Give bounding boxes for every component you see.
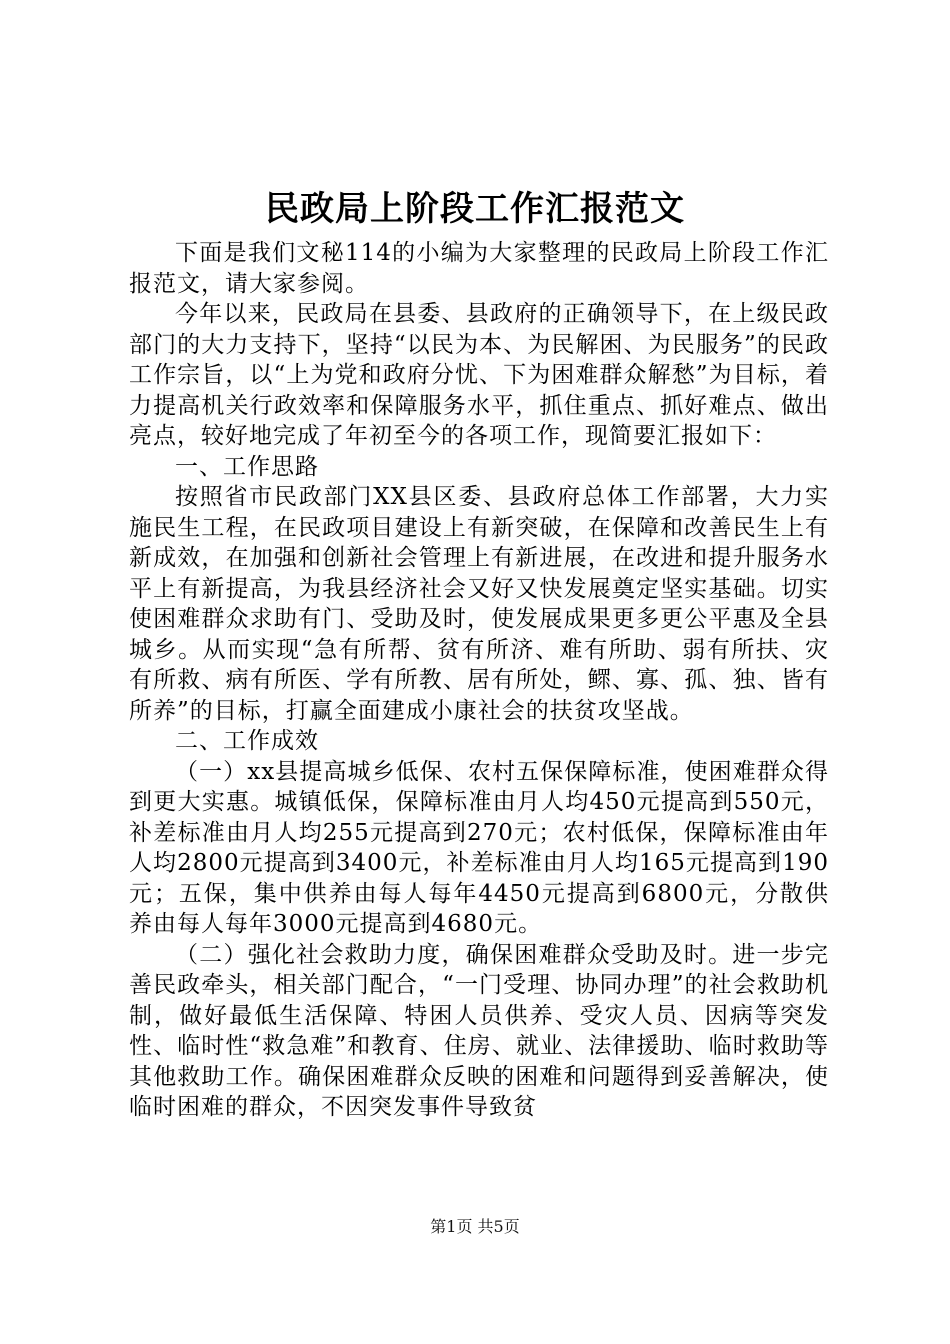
section-heading-work-results: 二、工作成效 bbox=[175, 728, 319, 754]
document-body bbox=[129, 238, 829, 1123]
page-footer: 第1页 共5页 bbox=[430, 1217, 520, 1236]
document-title: 民政局上阶段工作汇报范文 bbox=[265, 189, 685, 229]
paragraph-result-2: （二）强化社会救助力度，确保困难群众受助及时。进一步完善民政牵头，相关部门配合，“一门受理、协同办理”的社会救助机制，做好最低生活保障、特困人员供养、受灾人员、因病等突发性、临时性“救急难”和教育、住房、就业、法律援助、临时救助等其他救助工作。确保困难群众反映的困难和问题得到妥善解决，使临时困难的群众，不因突发事件导致贫 bbox=[129, 941, 829, 1120]
paragraph-intro: 下面是我们文秘114的小编为大家整理的民政局上阶段工作汇报范文，请大家参阅。 bbox=[129, 240, 829, 297]
paragraph-overview: 今年以来，民政局在县委、县政府的正确领导下，在上级民政部门的大力支持下，坚持“以民为本、为民解困、为民服务”的民政工作宗旨，以“上为党和政府分忧、下为困难群众解愁”为目标，着力提高机关行政效率和保障服务水平，抓住重点、抓好难点、做出亮点，较好地完成了年初至今的各项工作，现简要汇报如下： bbox=[129, 301, 829, 449]
paragraph-result-1: （一）xx县提高城乡低保、农村五保保障标准，使困难群众得到更大实惠。城镇低保，保障标准由月人均450元提高到550元，补差标准由月人均255元提高到270元；农村低保，保障标准由年人均2800元提高到3400元，补差标准由月人均165元提高到190元；五保，集中供养由每人每年4450元提高到6800元，分散供养由每人每年3000元提高到4680元。 bbox=[129, 758, 829, 937]
paragraph-work-ideas: 按照省市民政部门XX县区委、县政府总体工作部署，大力实施民生工程，在民政项目建设上有新突破，在保障和改善民生上有新成效，在加强和创新社会管理上有新进展，在改进和提升服务水平上有新提高，为我县经济社会又好又快发展奠定坚实基础。切实使困难群众求助有门、受助及时，使发展成果更多更公平惠及全县城乡。从而实现“急有所帮、贫有所济、难有所助、弱有所扶、灾有所救、病有所医、学有所教、居有所处，鳏、寡、孤、独、皆有所养”的目标，打赢全面建成小康社会的扶贫攻坚战。 bbox=[129, 484, 829, 724]
section-heading-work-ideas: 一、工作思路 bbox=[175, 453, 319, 480]
